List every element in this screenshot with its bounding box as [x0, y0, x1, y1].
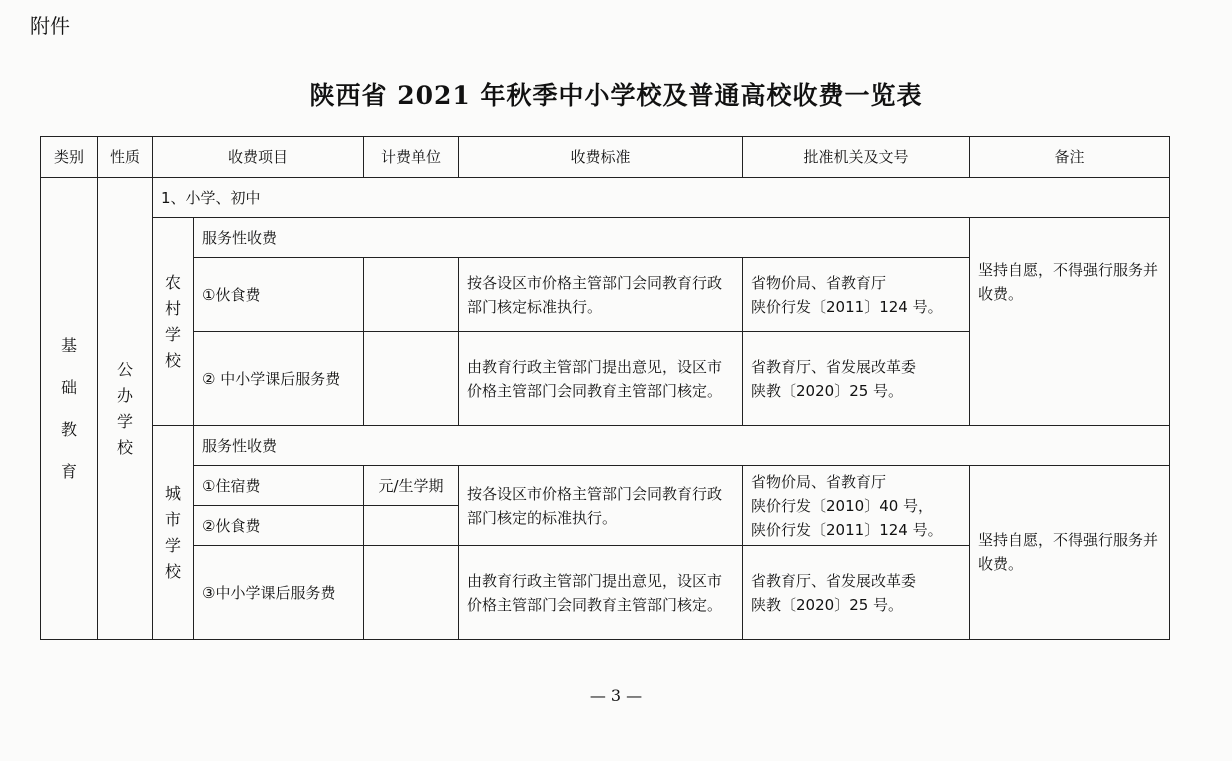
fee-table	[40, 136, 1170, 640]
document-title: 陕西省 2021 年秋季中小学校及普通高校收费一览表	[309, 81, 923, 110]
section-label: 1、小学、初中	[153, 178, 1170, 218]
page-number: — 3 —	[589, 686, 643, 705]
urban-unit-3	[364, 546, 459, 640]
urban-item-1: ①住宿费	[194, 466, 364, 506]
header-row	[41, 137, 1170, 178]
table-row	[41, 466, 1170, 486]
rural-approval-2: 省教育厅、省发展改革委 陕教〔2020〕25 号。	[743, 332, 970, 426]
rural-unit-2	[364, 332, 459, 426]
urban-item-3: ③中小学课后服务费	[194, 546, 364, 640]
header-nature: 性质	[98, 137, 153, 178]
urban-standard-3: 由教育行政主管部门提出意见，设区市价格主管部门会同教育主管部门核定。	[459, 546, 743, 640]
rural-item-2: ② 中小学课后服务费	[194, 332, 364, 426]
urban-remark: 坚持自愿，不得强行服务并收费。	[970, 466, 1170, 640]
urban-unit-2	[364, 506, 459, 546]
rural-remark: 坚持自愿，不得强行服务并收费。	[970, 218, 1170, 426]
rural-label: 农 村 学 校	[153, 218, 194, 426]
rural-standard-2: 由教育行政主管部门提出意见，设区市价格主管部门会同教育主管部门核定。	[459, 332, 743, 426]
header-unit: 计费单位	[364, 137, 459, 178]
category-cell: 基 础 教 育	[41, 178, 98, 640]
rural-item-1: ①伙食费	[194, 258, 364, 332]
rural-group-row	[41, 218, 1170, 258]
header-category: 类别	[41, 137, 98, 178]
urban-item-2: ②伙食费	[194, 506, 364, 546]
urban-shared-approval: 省物价局、省教育厅 陕价行发〔2010〕40 号， 陕价行发〔2011〕124 号。	[743, 466, 970, 546]
nature-cell: 公 办 学 校	[98, 178, 153, 640]
urban-group-row	[41, 426, 1170, 466]
urban-approval-3: 省教育厅、省发展改革委 陕教〔2020〕25 号。	[743, 546, 970, 640]
header-remark: 备注	[970, 137, 1170, 178]
rural-unit-1	[364, 258, 459, 332]
urban-group: 服务性收费	[194, 426, 1170, 466]
header-item: 收费项目	[153, 137, 364, 178]
rural-standard-1: 按各设区市价格主管部门会同教育行政部门核定标准执行。	[459, 258, 743, 332]
urban-label: 城 市 学 校	[153, 426, 194, 640]
attachment-label: 附件	[30, 14, 70, 38]
header-approval: 批准机关及文号	[743, 137, 970, 178]
section-row	[41, 178, 1170, 218]
urban-unit-1: 元/生学期	[364, 466, 459, 506]
rural-group: 服务性收费	[194, 218, 970, 258]
rural-approval-1: 省物价局、省教育厅 陕价行发〔2011〕124 号。	[743, 258, 970, 332]
header-standard: 收费标准	[459, 137, 743, 178]
urban-shared-standard: 按各设区市价格主管部门会同教育行政部门核定的标准执行。	[459, 466, 743, 546]
